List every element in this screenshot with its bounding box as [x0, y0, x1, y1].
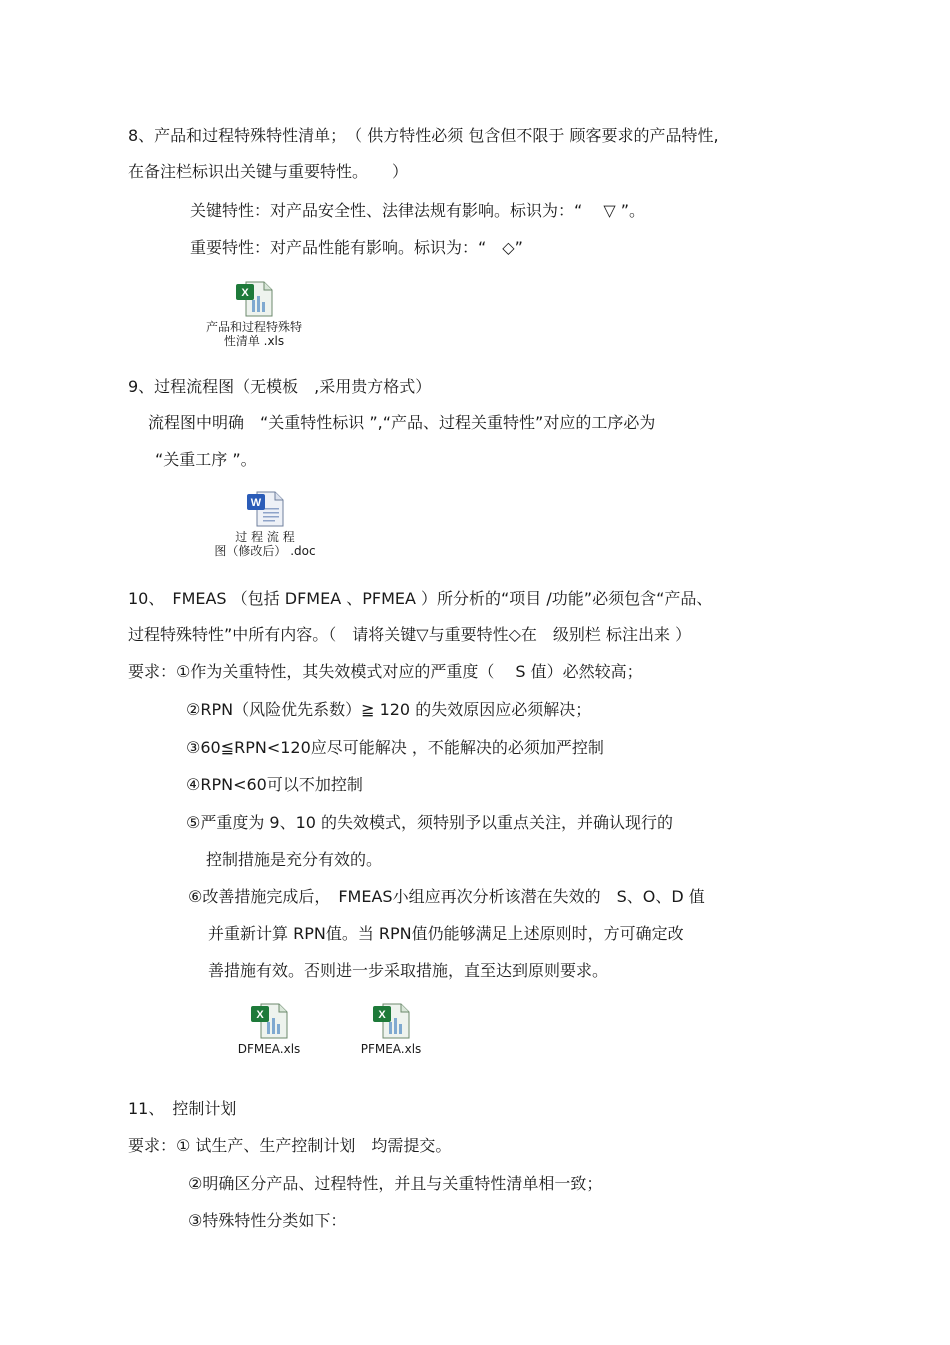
section11-requirement-2: ②明确区分产品、过程特性，并且与关重特性清单相一致；: [188, 1174, 603, 1193]
section10-heading-cont: 过程特殊特性”中所有内容。（ 请将关键▽与重要特性◇在 级别栏 标注出来 ）: [128, 625, 692, 644]
excel-file-icon: [249, 1002, 289, 1040]
section11-requirement-3: ③特殊特性分类如下：: [188, 1211, 347, 1230]
section10-requirement-6-cont2: 善措施有效。否则进一步采取措施，直至达到原则要求。: [208, 961, 609, 980]
svg-text:X: X: [256, 1009, 264, 1021]
section11-heading: 11、 控制计划: [128, 1099, 237, 1118]
section9-body-line1: 流程图中明确 “关重特性标识 ”,“产品、过程关重特性”对应的工序必为: [148, 413, 656, 432]
key-characteristic-text: 关键特性：对产品安全性、法律法规有影响。标识为：“ ▽ ”。: [190, 201, 646, 220]
attachment-name: DFMEA.xls: [237, 1042, 301, 1056]
attachment-process-flow-doc[interactable]: [200, 490, 330, 558]
attachment-dfmea-xls[interactable]: [226, 1002, 312, 1056]
section10-requirement-5: ⑤严重度为 9、10 的失效模式，须特别予以重点关注，并确认现行的: [186, 813, 674, 832]
section10-requirement-4: ④RPN<60可以不加控制: [186, 775, 363, 794]
excel-file-icon: [234, 280, 274, 318]
svg-text:X: X: [241, 287, 249, 299]
section10-requirement-6: ⑥改善措施完成后， FMEAS小组应再次分析该潜在失效的 S、O、D 值: [188, 887, 705, 906]
attachment-name: PFMEA.xls: [360, 1042, 422, 1056]
section10-requirement-1: 要求：①作为关重特性，其失效模式对应的严重度（ S 值）必然较高；: [128, 662, 643, 681]
section10-requirement-6-cont1: 并重新计算 RPN值。当 RPN值仍能够满足上述原则时，方可确定改: [208, 924, 684, 943]
important-characteristic-text: 重要特性：对产品性能有影响。标识为：“ ◇”: [190, 238, 523, 257]
svg-text:X: X: [378, 1009, 386, 1021]
attachment-name-line1: 产品和过程特殊特: [205, 320, 302, 334]
attachment-name-line2: 性清单 .xls: [223, 334, 285, 348]
attachment-pfmea-xls[interactable]: [348, 1002, 434, 1056]
section10-requirement-5-cont: 控制措施是充分有效的。: [206, 850, 383, 869]
section10-heading: 10、 FMEAS （包括 DFMEA 、PFMEA ）所分析的“项目 /功能”必须包含“产品、: [128, 589, 713, 608]
section11-requirement-1: 要求：① 试生产、生产控制计划 均需提交。: [128, 1136, 452, 1155]
attachment-special-characteristics-xls[interactable]: [196, 280, 312, 348]
word-file-icon: [245, 490, 285, 528]
section8-heading-cont: 在备注栏标识出关键与重要特性。 ）: [128, 162, 409, 181]
section8-heading: 8、产品和过程特殊特性清单； （ 供方特性必须 包含但不限于 顾客要求的产品特性,: [128, 126, 719, 145]
svg-text:W: W: [250, 497, 262, 509]
attachment-name-line2: 图（修改后） .doc: [214, 544, 316, 558]
section9-body-line2: “关重工序 ”。: [155, 450, 257, 469]
section10-requirement-2: ②RPN（风险优先系数）≧ 120 的失效原因应必须解决；: [186, 700, 592, 719]
excel-file-icon: [371, 1002, 411, 1040]
attachment-name-line1: 过 程 流 程: [235, 530, 295, 544]
section10-requirement-3: ③60≦RPN<120应尽可能解决 ，不能解决的必须加严控制: [186, 738, 604, 757]
section9-heading: 9、过程流程图（无模板 ,采用贵方格式）: [128, 377, 432, 396]
